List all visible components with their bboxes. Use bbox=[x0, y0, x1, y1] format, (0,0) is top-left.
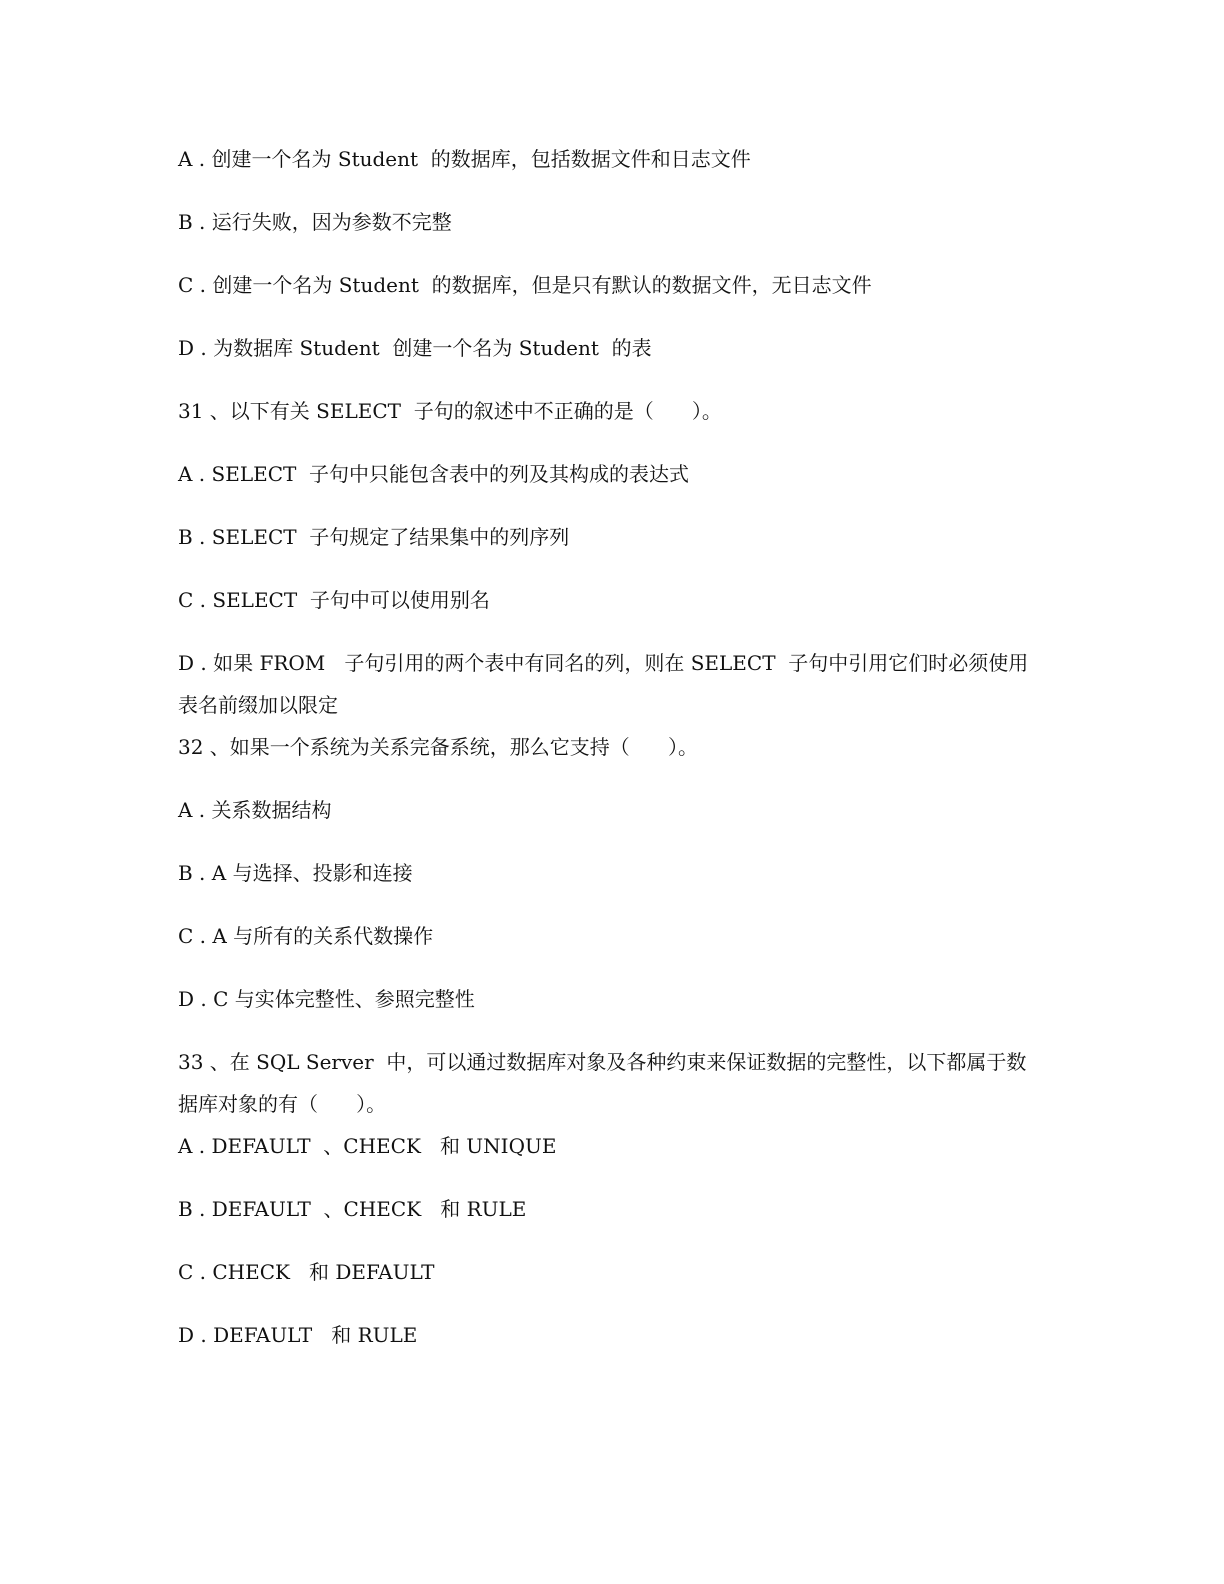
q31-option-a: A . SELECT 子句中只能包含表中的列及其构成的表达式 bbox=[178, 462, 690, 486]
q31-question: 31 、以下有关 SELECT 子句的叙述中不正确的是（ ）。 bbox=[178, 399, 722, 423]
document-body bbox=[178, 138, 1038, 1377]
q33-question: 33 、在 SQL Server 中，可以通过数据库对象及各种约束来保证数据的完整性，以下都属于数据库对象的有（ ）。 bbox=[178, 1050, 1027, 1116]
q31-option-c: C . SELECT 子句中可以使用别名 bbox=[178, 588, 490, 612]
q30-option-a: A . 创建一个名为 Student 的数据库，包括数据文件和日志文件 bbox=[178, 147, 751, 171]
q30-option-c: C . 创建一个名为 Student 的数据库，但是只有默认的数据文件，无日志文件 bbox=[178, 273, 872, 297]
q31-option-b: B . SELECT 子句规定了结果集中的列序列 bbox=[178, 525, 570, 549]
q32-option-b: B . A 与选择、投影和连接 bbox=[178, 861, 413, 885]
q32-option-c: C . A 与所有的关系代数操作 bbox=[178, 924, 434, 948]
q32-option-a: A . 关系数据结构 bbox=[178, 798, 332, 822]
q30-option-b: B . 运行失败，因为参数不完整 bbox=[178, 210, 452, 234]
q33-option-b: B . DEFAULT 、CHECK 和 RULE bbox=[178, 1197, 527, 1221]
q32-question: 32 、如果一个系统为关系完备系统，那么它支持（ ）。 bbox=[178, 735, 698, 759]
q33-option-d: D . DEFAULT 和 RULE bbox=[178, 1323, 418, 1347]
q32-option-d: D . C 与实体完整性、参照完整性 bbox=[178, 987, 475, 1011]
q33-option-a: A . DEFAULT 、CHECK 和 UNIQUE bbox=[178, 1134, 557, 1158]
q30-option-d: D . 为数据库 Student 创建一个名为 Student 的表 bbox=[178, 336, 652, 360]
q31-option-d: D . 如果 FROM 子句引用的两个表中有同名的列，则在 SELECT 子句中引用它们时必须使用表名前缀加以限定 bbox=[178, 651, 1029, 717]
q33-option-c: C . CHECK 和 DEFAULT bbox=[178, 1260, 435, 1284]
